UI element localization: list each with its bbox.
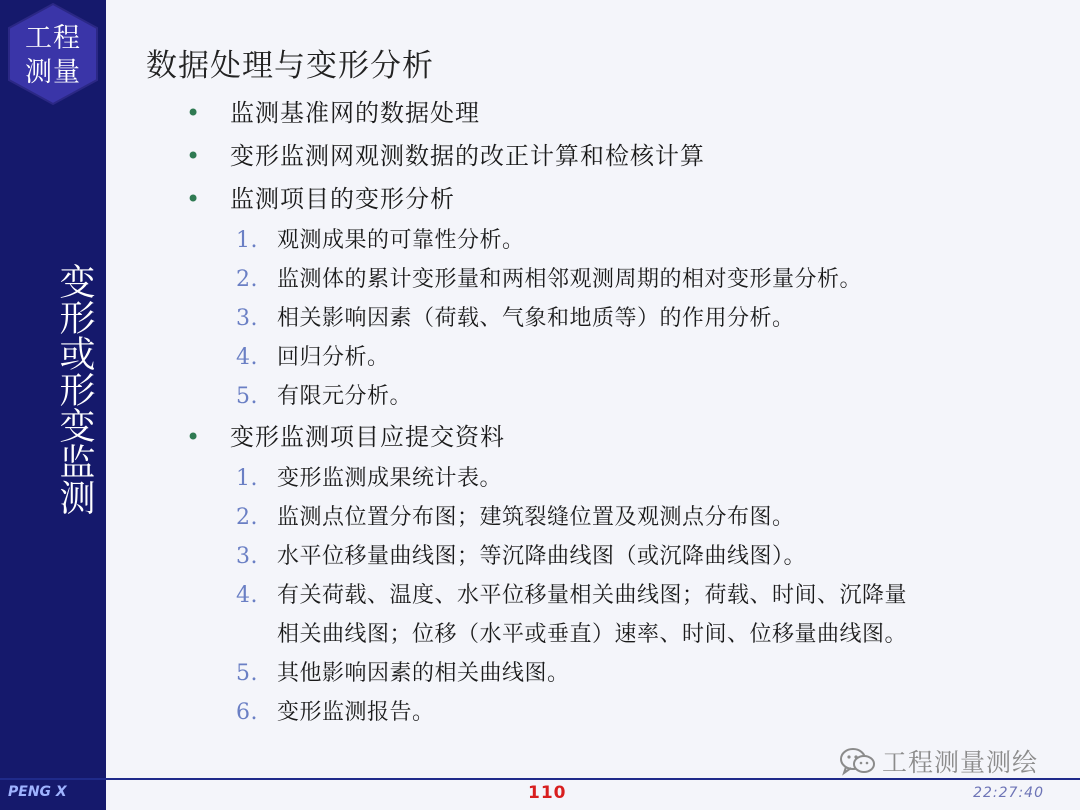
list-number: 1. xyxy=(236,228,258,253)
bullet-text: 监测项目的变形分析 xyxy=(230,185,455,213)
logo-line2: 测量 xyxy=(25,57,81,88)
list-text: 监测体的累计变形量和两相邻观测周期的相对变形量分析。 xyxy=(277,267,863,292)
list-item xyxy=(186,654,1066,693)
list-number: 6. xyxy=(236,700,258,725)
list-text: 水平位移量曲线图；等沉降曲线图（或沉降曲线图）。 xyxy=(277,544,807,569)
slide-content xyxy=(186,92,1066,732)
list-number: 5. xyxy=(236,384,258,409)
list-item xyxy=(186,459,1066,498)
list-number: 4. xyxy=(236,345,258,370)
list-number: 1. xyxy=(236,466,258,491)
list-number: 5. xyxy=(236,661,258,686)
list-item xyxy=(186,260,1066,299)
list-text: 相关影响因素（荷载、气象和地质等）的作用分析。 xyxy=(277,306,795,331)
page-title: 数据处理与变形分析 xyxy=(146,48,434,84)
hexagon-logo xyxy=(6,2,100,106)
list-text: 有限元分析。 xyxy=(277,384,413,409)
list-item xyxy=(186,537,1066,576)
list-text: 回归分析。 xyxy=(277,345,390,370)
list-text: 有关荷载、温度、水平位移量相关曲线图；荷载、时间、沉降量 xyxy=(277,583,908,608)
bullet-item xyxy=(186,135,1066,178)
list-number: 3. xyxy=(236,544,258,569)
sidebar xyxy=(0,0,106,810)
bullet-text: 变形监测项目应提交资料 xyxy=(230,423,505,451)
section-title-vertical: 变形或形变监测 xyxy=(54,263,95,515)
list-item xyxy=(186,498,1066,537)
bullet-item xyxy=(186,178,1066,221)
author-label: PENG X xyxy=(8,784,67,800)
list-number: 4. xyxy=(236,583,258,608)
numbered-list xyxy=(186,221,1066,416)
list-item xyxy=(186,576,1066,654)
time-label: 22:27:40 xyxy=(973,785,1044,801)
list-number: 2. xyxy=(236,505,258,530)
bullet-item xyxy=(186,416,1066,459)
list-item xyxy=(186,299,1066,338)
bullet-icon: • xyxy=(186,423,202,451)
page-number: 110 xyxy=(528,783,567,803)
list-item xyxy=(186,377,1066,416)
bullet-icon: • xyxy=(186,99,202,127)
list-text: 观测成果的可靠性分析。 xyxy=(277,228,525,253)
list-item xyxy=(186,338,1066,377)
list-item xyxy=(186,221,1066,260)
bullet-text: 监测基准网的数据处理 xyxy=(230,99,480,127)
wechat-icon xyxy=(838,746,878,776)
bullet-item xyxy=(186,92,1066,135)
logo-text xyxy=(6,22,100,90)
bullet-text: 变形监测网观测数据的改正计算和检核计算 xyxy=(230,142,705,170)
bullet-icon: • xyxy=(186,185,202,213)
list-number: 2. xyxy=(236,267,258,292)
list-text: 变形监测报告。 xyxy=(277,700,435,725)
list-text-continuation: 相关曲线图；位移（水平或垂直）速率、时间、位移量曲线图。 xyxy=(277,622,908,647)
list-item xyxy=(186,693,1066,732)
list-text: 监测点位置分布图；建筑裂缝位置及观测点分布图。 xyxy=(277,505,795,530)
bullet-icon: • xyxy=(186,142,202,170)
watermark-text: 工程测量测绘 xyxy=(882,748,1039,777)
list-text: 变形监测成果统计表。 xyxy=(277,466,503,491)
list-number: 3. xyxy=(236,306,258,331)
logo-line1: 工程 xyxy=(25,23,81,54)
numbered-list xyxy=(186,459,1066,732)
list-text: 其他影响因素的相关曲线图。 xyxy=(277,661,570,686)
watermark xyxy=(838,744,1038,778)
